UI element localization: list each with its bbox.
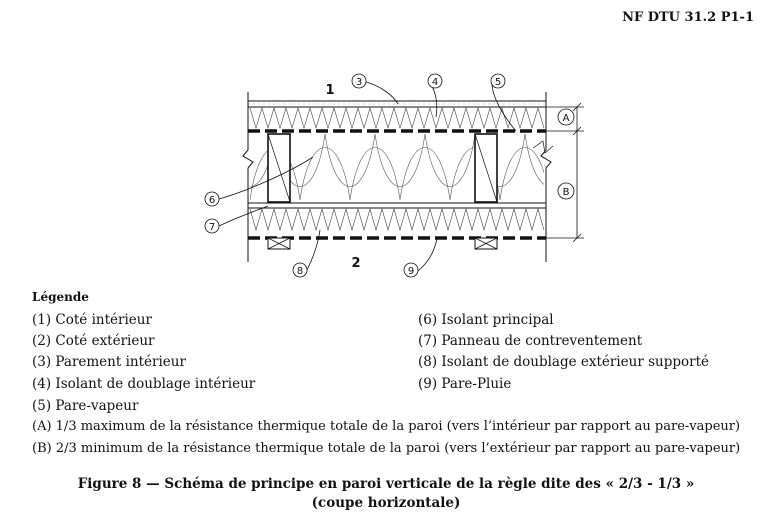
batten-right bbox=[475, 238, 497, 249]
legend-title: Légende bbox=[32, 290, 89, 304]
callout-b: B bbox=[562, 187, 570, 198]
callout-4: 4 bbox=[431, 77, 439, 88]
timber-stud-left bbox=[268, 134, 290, 202]
callout-7: 7 bbox=[208, 222, 216, 233]
callout-6: 6 bbox=[208, 195, 216, 206]
legend-item-a: (A) 1/3 maximum de la résistance thermique totale de la paroi (vers l’intérieur par rapport au pare-vapeur) bbox=[32, 419, 741, 434]
exterior-lining-insulation bbox=[250, 209, 544, 230]
callout-5: 5 bbox=[494, 77, 502, 88]
callout-8: 8 bbox=[296, 266, 304, 277]
callout-1: 1 bbox=[325, 83, 335, 98]
legend-item-8: (8) Isolant de doublage extérieur supporté bbox=[418, 354, 710, 370]
figure-caption-subtitle: (coupe horizontale) bbox=[311, 495, 461, 511]
callout-a: A bbox=[562, 113, 570, 124]
bracing-panel bbox=[248, 203, 546, 208]
legend-item-4: (4) Isolant de doublage intérieur bbox=[32, 376, 256, 392]
legend-item-5: (5) Pare-vapeur bbox=[32, 398, 139, 414]
timber-stud-right bbox=[475, 134, 497, 202]
legend-item-b: (B) 2/3 minimum de la résistance thermique totale de la paroi (vers l’extérieur par rapport au pare-vapeur) bbox=[32, 441, 741, 456]
callout-9: 9 bbox=[407, 266, 415, 277]
callout-3: 3 bbox=[355, 77, 363, 88]
document-reference: NF DTU 31.2 P1-1 bbox=[622, 10, 754, 25]
callout-2: 2 bbox=[351, 256, 361, 271]
callout-bubbles bbox=[205, 74, 574, 277]
leader-lines bbox=[219, 82, 516, 271]
legend-item-6: (6) Isolant principal bbox=[418, 312, 554, 328]
legend-item-7: (7) Panneau de contreventement bbox=[418, 333, 643, 349]
legend-item-3: (3) Parement intérieur bbox=[32, 354, 186, 370]
legend-item-2: (2) Coté extérieur bbox=[32, 333, 155, 349]
legend-item-1: (1) Coté intérieur bbox=[32, 312, 152, 328]
figure-caption: Figure 8 — Schéma de principe en paroi verticale de la règle dite des « 2/3 - 1/3 » bbox=[77, 476, 695, 492]
batten-left bbox=[268, 238, 290, 249]
legend-item-9: (9) Pare-Pluie bbox=[418, 376, 512, 392]
